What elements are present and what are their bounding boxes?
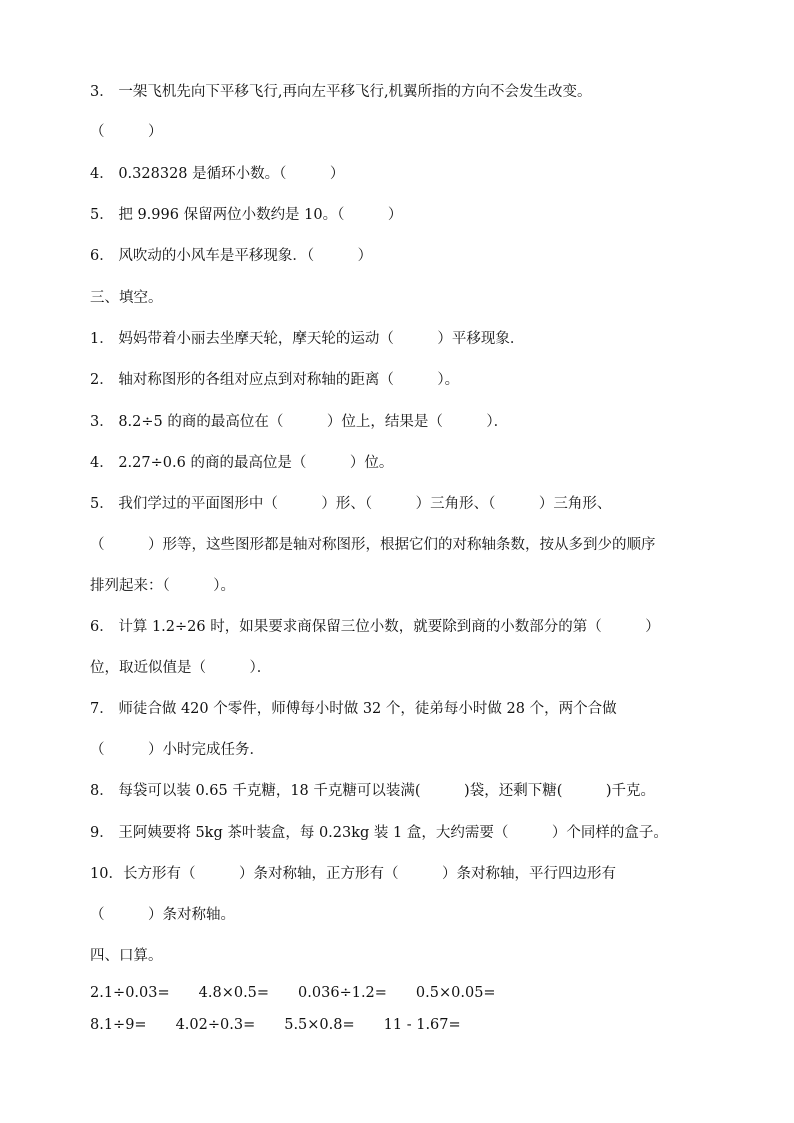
fill-item-4: 4． 2.27÷0.6 的商的最高位是（ ）位。 [90, 455, 394, 471]
judgement-item-6: 6． 风吹动的小风车是平移现象．（ ） [90, 248, 373, 264]
mental-math-row-1: 2.1÷0.03= 4.8×0.5= 0.036÷1.2= 0.5×0.05= [90, 985, 496, 1001]
fill-item-10: 10．长方形有（ ）条对称轴，正方形有（ ）条对称轴，平行四边形有 [90, 866, 616, 882]
fill-item-6-cont: 位，取近似值是（ ）． [90, 660, 272, 676]
fill-item-10-cont: （ ）条对称轴。 [90, 907, 235, 923]
fill-item-2: 2． 轴对称图形的各组对应点到对称轴的距离（ ）。 [90, 372, 460, 388]
fill-item-3: 3． 8.2÷5 的商的最高位在（ ）位上，结果是（ ）． [90, 414, 509, 430]
judgement-item-3-answer: （ ） [90, 124, 163, 140]
fill-item-7: 7． 师徒合做 420 个零件，师傅每小时做 32 个，徒弟每小时做 28 个，两个合做 [90, 701, 617, 717]
fill-item-8: 8． 每袋可以装 0.65 千克糖，18 千克糖可以装满( )袋，还剩下糖( )千克。 [90, 783, 656, 799]
mental-math-row-2: 8.1÷9= 4.02÷0.3= 5.5×0.8= 11 - 1.67= [90, 1017, 461, 1033]
section-heading-mental-math: 四、口算。 [90, 948, 163, 964]
fill-item-7-cont: （ ）小时完成任务． [90, 742, 264, 758]
section-heading-fill-in: 三、填空。 [90, 290, 163, 306]
fill-item-5-cont-2: 排列起来：（ ）。 [90, 578, 235, 594]
fill-item-6: 6． 计算 1.2÷26 时，如果要求商保留三位小数，就要除到商的小数部分的第（ ） [90, 619, 660, 635]
judgement-item-5: 5． 把 9.996 保留两位小数约是 10。（ ） [90, 207, 403, 223]
fill-item-9: 9． 王阿姨要将 5kg 茶叶装盒，每 0.23kg 装 1 盒，大约需要（ ）个同样的盒子。 [90, 825, 668, 841]
judgement-item-4: 4． 0.328328 是循环小数。（ ） [90, 166, 345, 182]
fill-item-5: 5． 我们学过的平面图形中（ ）形、（ ）三角形、（ ）三角形、 [90, 496, 612, 512]
fill-item-5-cont-1: （ ）形等，这些图形都是轴对称图形，根据它们的对称轴条数，按从多到少的顺序 [90, 537, 656, 553]
judgement-item-3: 3． 一架飞机先向下平移飞行,再向左平移飞行,机翼所指的方向不会发生改变。 [90, 84, 592, 100]
fill-item-1: 1． 妈妈带着小丽去坐摩天轮，摩天轮的运动（ ）平移现象． [90, 331, 525, 347]
